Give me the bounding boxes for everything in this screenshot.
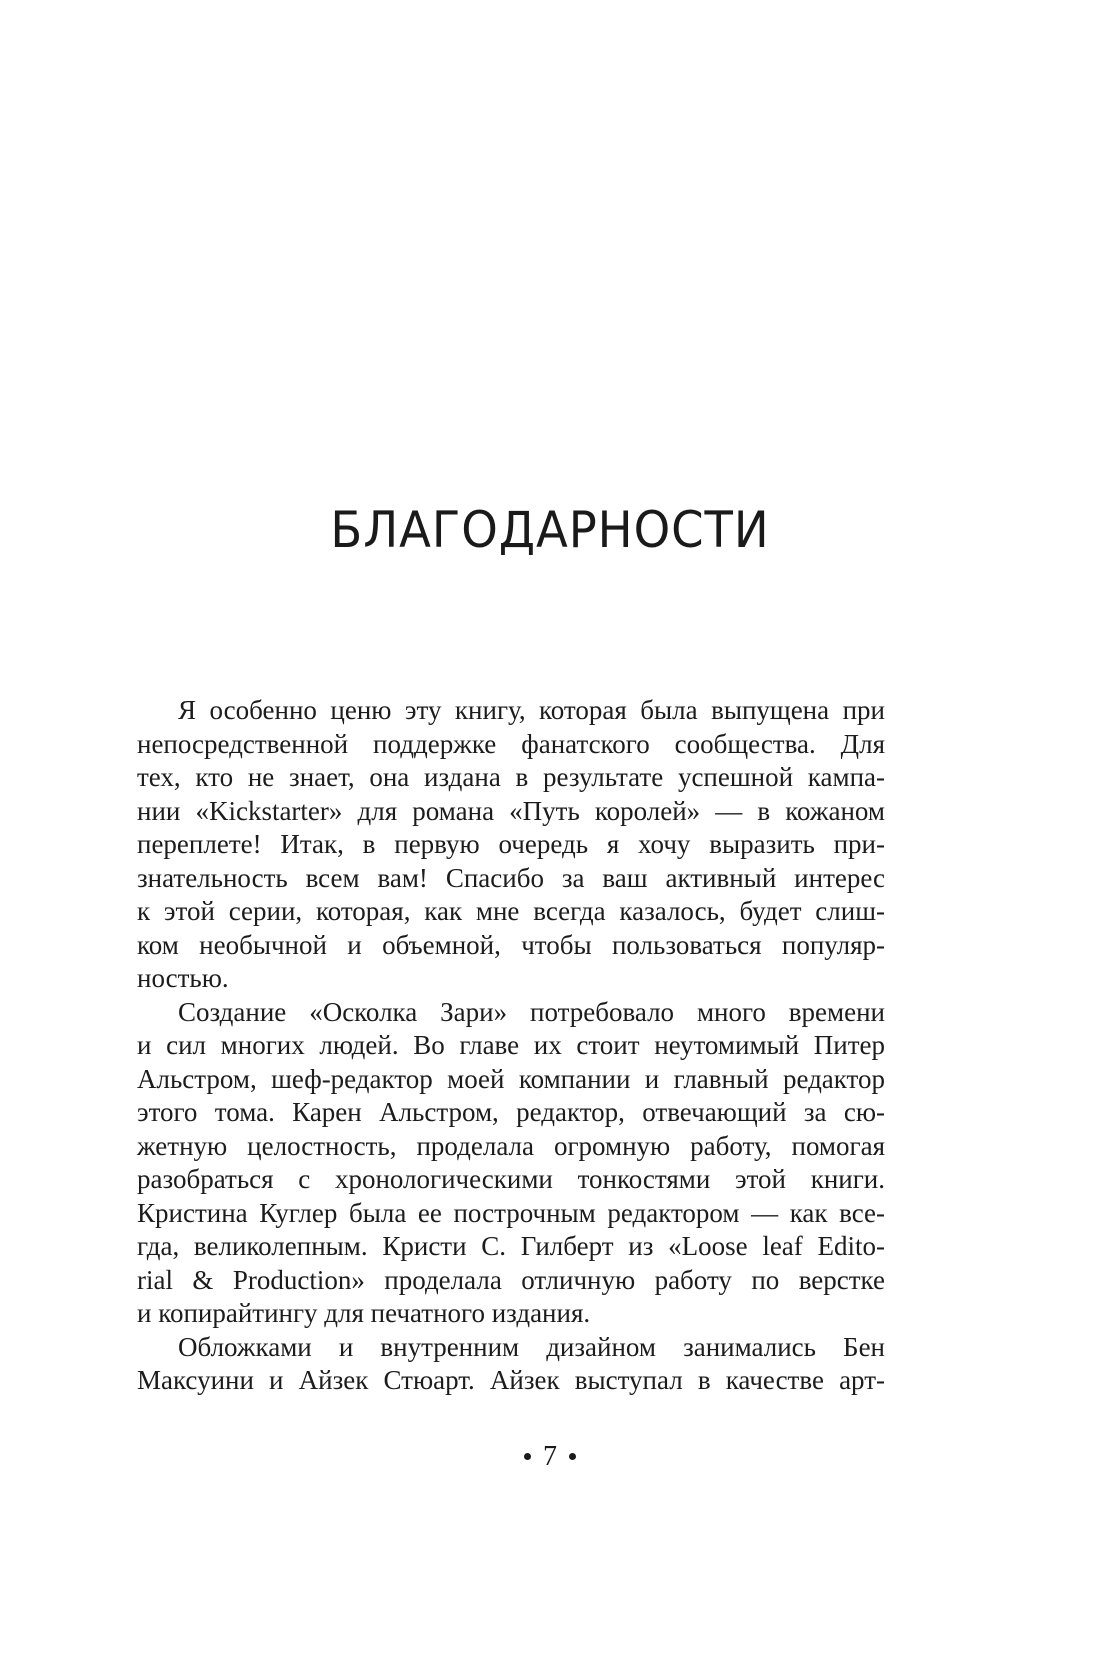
paragraph-1-line-5: переплете! Итак, в первую очередь я хочу выразить при- (137, 829, 885, 859)
page-number-value: 7 (543, 1441, 557, 1472)
paragraph-1-line-8: ком необычной и объемной, чтобы пользоваться популяр- (137, 929, 885, 960)
paragraph-2-line-8: гда, великолепным. Кристи С. Гилберт из «Loose leaf Edito- (137, 1231, 885, 1261)
paragraph-2-line-3: Альстром, шеф-редактор моей компании и главный редактор (137, 1063, 885, 1094)
body-text (137, 694, 885, 1398)
bullet-left-icon (524, 1453, 531, 1460)
paragraph-2-line-1: Создание «Осколка Зари» потребовало много времени (178, 996, 885, 1027)
paragraph-2-line-9: rial & Production» проделала отличную работу по верстке (137, 1264, 885, 1295)
paragraph-1-line-7: к этой серии, которая, как мне всегда казалось, будет слиш- (137, 896, 885, 926)
paragraph-2-line-7: Кристина Куглер была ее построчным редактором — как все- (137, 1197, 885, 1228)
bullet-right-icon (569, 1453, 576, 1460)
paragraph-3-line-2: Максуини и Айзек Стюарт. Айзек выступал в качестве арт- (137, 1365, 885, 1395)
paragraph-1-line-2: непосредственной поддержке фанатского сообщества. Для (137, 728, 885, 759)
paragraph-1-line-1: Я особенно ценю эту книгу, которая была выпущена при (178, 695, 885, 725)
paragraph-1-line-4: нии «Kickstarter» для романа «Путь королей» — в кожаном (137, 795, 885, 826)
paragraph-3-line-1: Обложками и внутренним дизайном занимались Бен (178, 1331, 885, 1362)
paragraph-2-line-2: и сил многих людей. Во главе их стоит неутомимый Питер (137, 1030, 885, 1060)
paragraph-1-line-3: тех, кто не знает, она издана в результате успешной кампа- (137, 762, 885, 792)
page-number (0, 1440, 1100, 1474)
paragraph-2-line-4: этого тома. Карен Альстром, редактор, отвечающий за сю- (137, 1097, 885, 1127)
paragraph-1-line-9: ностью. (137, 963, 229, 993)
paragraph-2-line-10: и копирайтингу для печатного издания. (137, 1298, 591, 1328)
paragraph-2-line-5: жетную целостность, проделала огромную работу, помогая (137, 1130, 885, 1161)
paragraph-2-line-6: разобраться с хронологическими тонкостями этой книги. (137, 1164, 885, 1194)
paragraph-1-line-6: знательность всем вам! Спасибо за ваш активный интерес (137, 862, 885, 893)
chapter-title: БЛАГОДАРНОСТИ (330, 501, 770, 559)
